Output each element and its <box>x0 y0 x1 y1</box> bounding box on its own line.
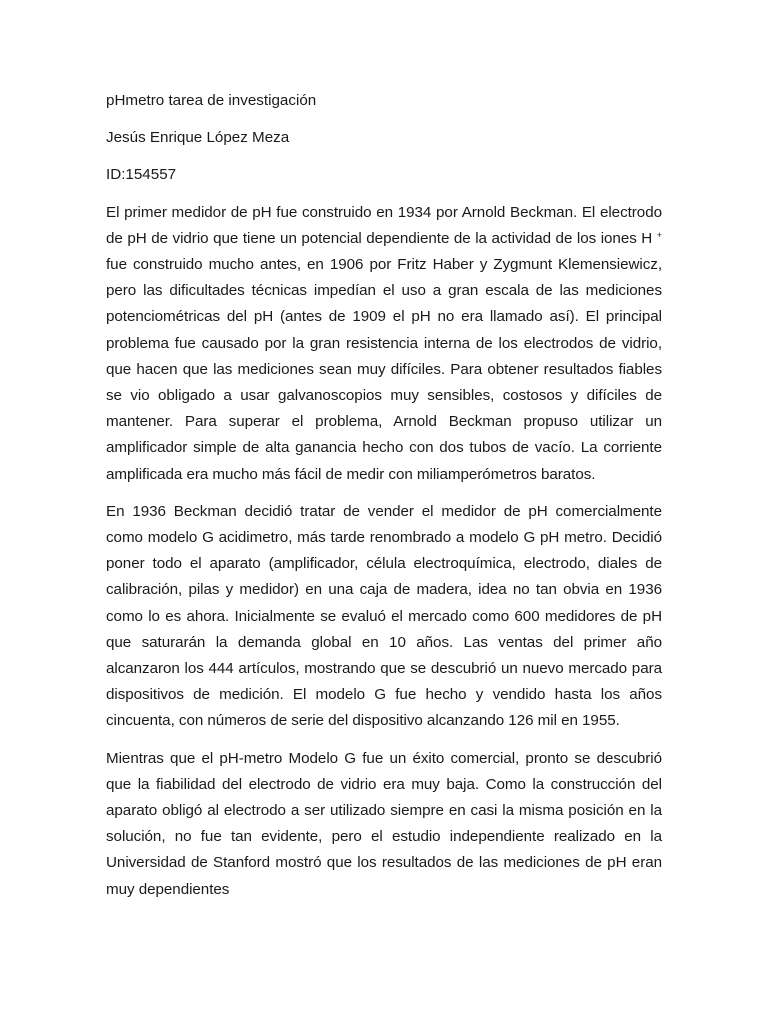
paragraph-1-text-a: El primer medidor de pH fue construido en 1934 por Arnold Beckman. El electrodo de pH de vidrio que tiene un potencial dependiente de la actividad de los iones H <box>106 203 662 247</box>
paragraph-2: En 1936 Beckman decidió tratar de vender el medidor de pH comercialmente como modelo G acidimetro, más tarde renombrado a modelo G pH metro. Decidió poner todo el aparato (amplificador, célula electroquímica, electrodo, diales de calibración, pilas y medidor) en una caja de madera, idea no tan obvia en 1936 como lo es ahora. Inicialmente se evaluó el mercado como 600 medidores de pH que saturarán la demanda global en 10 años. Las ventas del primer año alcanzaron los 444 artículos, mostrando que se descubrió un nuevo mercado para dispositivos de medición. El modelo G fue hecho y vendido hasta los años cincuenta, con números de serie del dispositivo alcanzando 126 mil en 1955. <box>106 502 662 730</box>
document-page <box>106 88 662 914</box>
hydrogen-ion-superscript: + <box>656 229 662 240</box>
paragraph-3: Mientras que el pH-metro Modelo G fue un éxito comercial, pronto se descubrió que la fiabilidad del electrodo de vidrio era muy baja. Como la construcción del aparato obligó al electrodo a ser utilizado siempre en casi la misma posición en la solución, no fue tan evidente, pero el estudio independiente realizado en la Universidad de Stanford mostró que los resultados de las mediciones de pH eran muy dependientes <box>106 749 662 898</box>
student-id: ID:154557 <box>106 166 177 184</box>
document-title: pHmetro tarea de investigación <box>106 92 317 109</box>
paragraph-1 <box>106 200 662 488</box>
author-name: Jesús Enrique López Meza <box>106 129 290 147</box>
paragraph-1-text-b: fue construido mucho antes, en 1906 por Fritz Haber y Zygmunt Klemensiewicz, pero las dificultades técnicas impedían el uso a gran escala de las mediciones potenciométricas del pH (antes de 1909 el pH no era llamado así). El principal problema fue causado por la gran resistencia interna de los electrodos de vidrio, que hacen que las mediciones sean muy difíciles. Para obtener resultados fiables se vio obligado a usar galvanoscopios muy sensibles, costosos y difíciles de mantener. Para superar el problema, Arnold Beckman propuso utilizar un amplificador simple de alta ganancia hecho con dos tubos de vacío. La corriente amplificada era mucho más fácil de medir con miliamperómetros baratos. <box>106 256 662 483</box>
